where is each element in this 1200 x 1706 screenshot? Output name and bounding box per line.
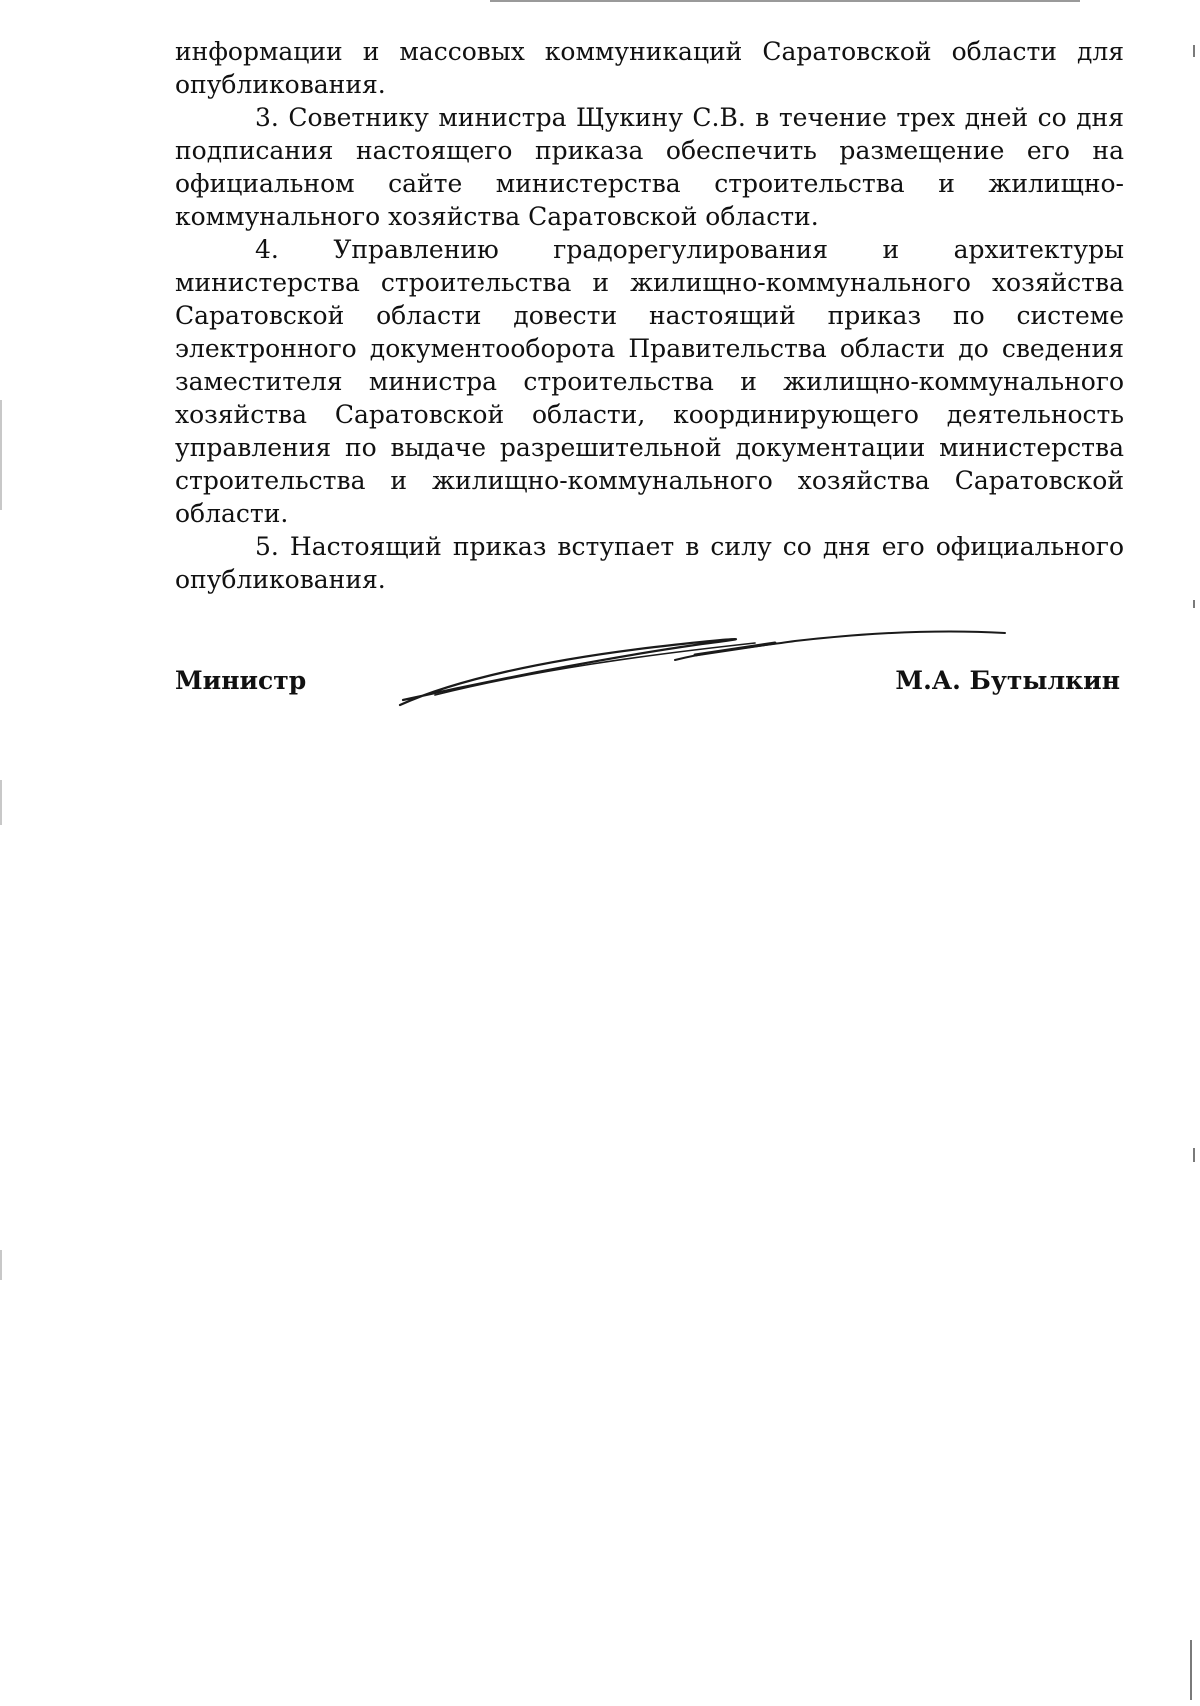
signature-block: [175, 660, 1120, 700]
scan-artifact: [0, 1250, 2, 1280]
scan-artifact: [1193, 1148, 1195, 1162]
top-edge-rule: [490, 0, 1080, 2]
document-body: [175, 35, 1124, 596]
paragraph-item-4: 4. Управлению градорегулирования и архитектуры министерства строительства и жилищно-коммунального хозяйства Саратовской области довести настоящий приказ по системе электронного документооборота Правительства области до сведения заместителя министра строительства и жилищно-коммунального хозяйства Саратовской области, координирующего деятельность управления по выдаче разрешительной документации министерства строительства и жилищно-коммунального хозяйства Саратовской области.: [175, 235, 1124, 528]
scan-artifact: [1190, 1640, 1192, 1700]
paragraph-continuation: информации и массовых коммуникаций Саратовской области для опубликования.: [175, 37, 1124, 99]
paragraph-item-3: 3. Советнику министра Щукину С.В. в течение трех дней со дня подписания настоящего приказа обеспечить размещение его на официальном сайте министерства строительства и жилищно-коммунального хозяйства Саратовской области.: [175, 103, 1124, 231]
scan-artifact: [1193, 45, 1195, 57]
scan-artifact: [0, 780, 2, 825]
paragraph-item-5: 5. Настоящий приказ вступает в силу со дня его официального опубликования.: [175, 532, 1124, 594]
signatory-name: М.А. Бутылкин: [895, 666, 1120, 695]
scan-artifact: [0, 400, 2, 510]
signatory-title: Министр: [175, 666, 307, 695]
scan-artifact: [1193, 600, 1195, 608]
